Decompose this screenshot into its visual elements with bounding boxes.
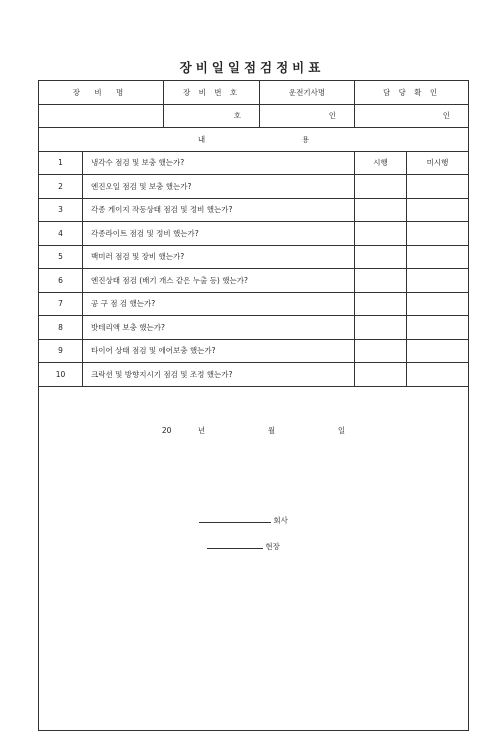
table-row <box>39 151 469 175</box>
not-done-check[interactable] <box>407 198 469 222</box>
item-number: 7 <box>39 292 83 316</box>
item-text: 각종라이트 점검 및 정비 했는가? <box>83 222 355 246</box>
not-done-check[interactable] <box>407 292 469 316</box>
site-line[interactable] <box>207 548 263 549</box>
month-label: 월 <box>267 425 276 435</box>
done-check[interactable] <box>355 292 407 316</box>
done-check[interactable] <box>355 339 407 363</box>
table-row <box>39 175 469 199</box>
item-text: 크락션 및 방향지시기 점검 및 조정 했는가? <box>83 363 355 387</box>
done-header: 시행 <box>355 151 407 175</box>
item-number: 10 <box>39 363 83 387</box>
table-row <box>39 222 469 246</box>
footer-row <box>39 386 469 730</box>
not-done-check[interactable] <box>407 363 469 387</box>
done-check[interactable] <box>355 269 407 293</box>
not-done-check[interactable] <box>407 175 469 199</box>
item-number: 4 <box>39 222 83 246</box>
item-text: 엔진상태 점검 (배기 개스 같은 누출 등) 했는가? <box>83 269 355 293</box>
manager-confirm-label: 담 당 확 인 <box>355 81 469 105</box>
table-row <box>39 198 469 222</box>
inspection-form <box>38 80 469 731</box>
site-label: 현장 <box>265 541 280 551</box>
not-done-check[interactable] <box>407 222 469 246</box>
table-row <box>39 292 469 316</box>
item-text: 백미러 점검 및 장비 했는가? <box>83 245 355 269</box>
not-done-check[interactable] <box>407 269 469 293</box>
item-number: 8 <box>39 316 83 340</box>
done-check[interactable] <box>355 175 407 199</box>
header-row <box>39 81 469 105</box>
item-number: 3 <box>39 198 83 222</box>
site-signature <box>207 541 280 552</box>
year-prefix: 20 <box>161 425 172 435</box>
equipment-name-label: 장 비 명 <box>39 81 164 105</box>
item-text: 밧테리액 보충 했는가? <box>83 316 355 340</box>
company-label: 회사 <box>273 515 288 525</box>
item-text: 공 구 점 검 했는가? <box>83 292 355 316</box>
manager-seal[interactable]: 인 <box>355 104 469 128</box>
item-number: 9 <box>39 339 83 363</box>
item-text: 타이어 상태 점검 및 에어보충 했는가? <box>83 339 355 363</box>
table-row <box>39 363 469 387</box>
not-done-header: 미시행 <box>407 151 469 175</box>
table-row <box>39 339 469 363</box>
item-text: 냉각수 점검 및 보충 했는가? <box>83 151 355 175</box>
done-check[interactable] <box>355 245 407 269</box>
equipment-no-label: 장 비 번 호 <box>164 81 260 105</box>
done-check[interactable] <box>355 198 407 222</box>
signature-area <box>39 386 469 730</box>
date-line <box>39 425 468 436</box>
year-label: 년 <box>197 425 206 435</box>
table-row <box>39 245 469 269</box>
content-header-row <box>39 128 469 152</box>
item-number: 1 <box>39 151 83 175</box>
item-number: 6 <box>39 269 83 293</box>
header-values-row <box>39 104 469 128</box>
operator-label: 운전기사명 <box>260 81 355 105</box>
table-row <box>39 269 469 293</box>
item-number: 5 <box>39 245 83 269</box>
company-line[interactable] <box>199 522 271 523</box>
company-signature <box>199 515 288 526</box>
done-check[interactable] <box>355 222 407 246</box>
not-done-check[interactable] <box>407 245 469 269</box>
item-text: 각종 게이지 작동상태 점검 및 정비 했는가? <box>83 198 355 222</box>
ho-cell[interactable]: 호 <box>164 104 260 128</box>
done-check[interactable] <box>355 316 407 340</box>
content-header: 내 용 <box>39 128 469 152</box>
done-check[interactable] <box>355 363 407 387</box>
item-text: 엔진오일 점검 및 보충 했는가? <box>83 175 355 199</box>
not-done-check[interactable] <box>407 339 469 363</box>
page-title: 장비일일점검정비표 <box>179 60 325 75</box>
operator-seal[interactable]: 인 <box>260 104 355 128</box>
equipment-name-value[interactable] <box>39 104 164 128</box>
not-done-check[interactable] <box>407 316 469 340</box>
day-label: 일 <box>337 425 346 435</box>
item-number: 2 <box>39 175 83 199</box>
table-row <box>39 316 469 340</box>
